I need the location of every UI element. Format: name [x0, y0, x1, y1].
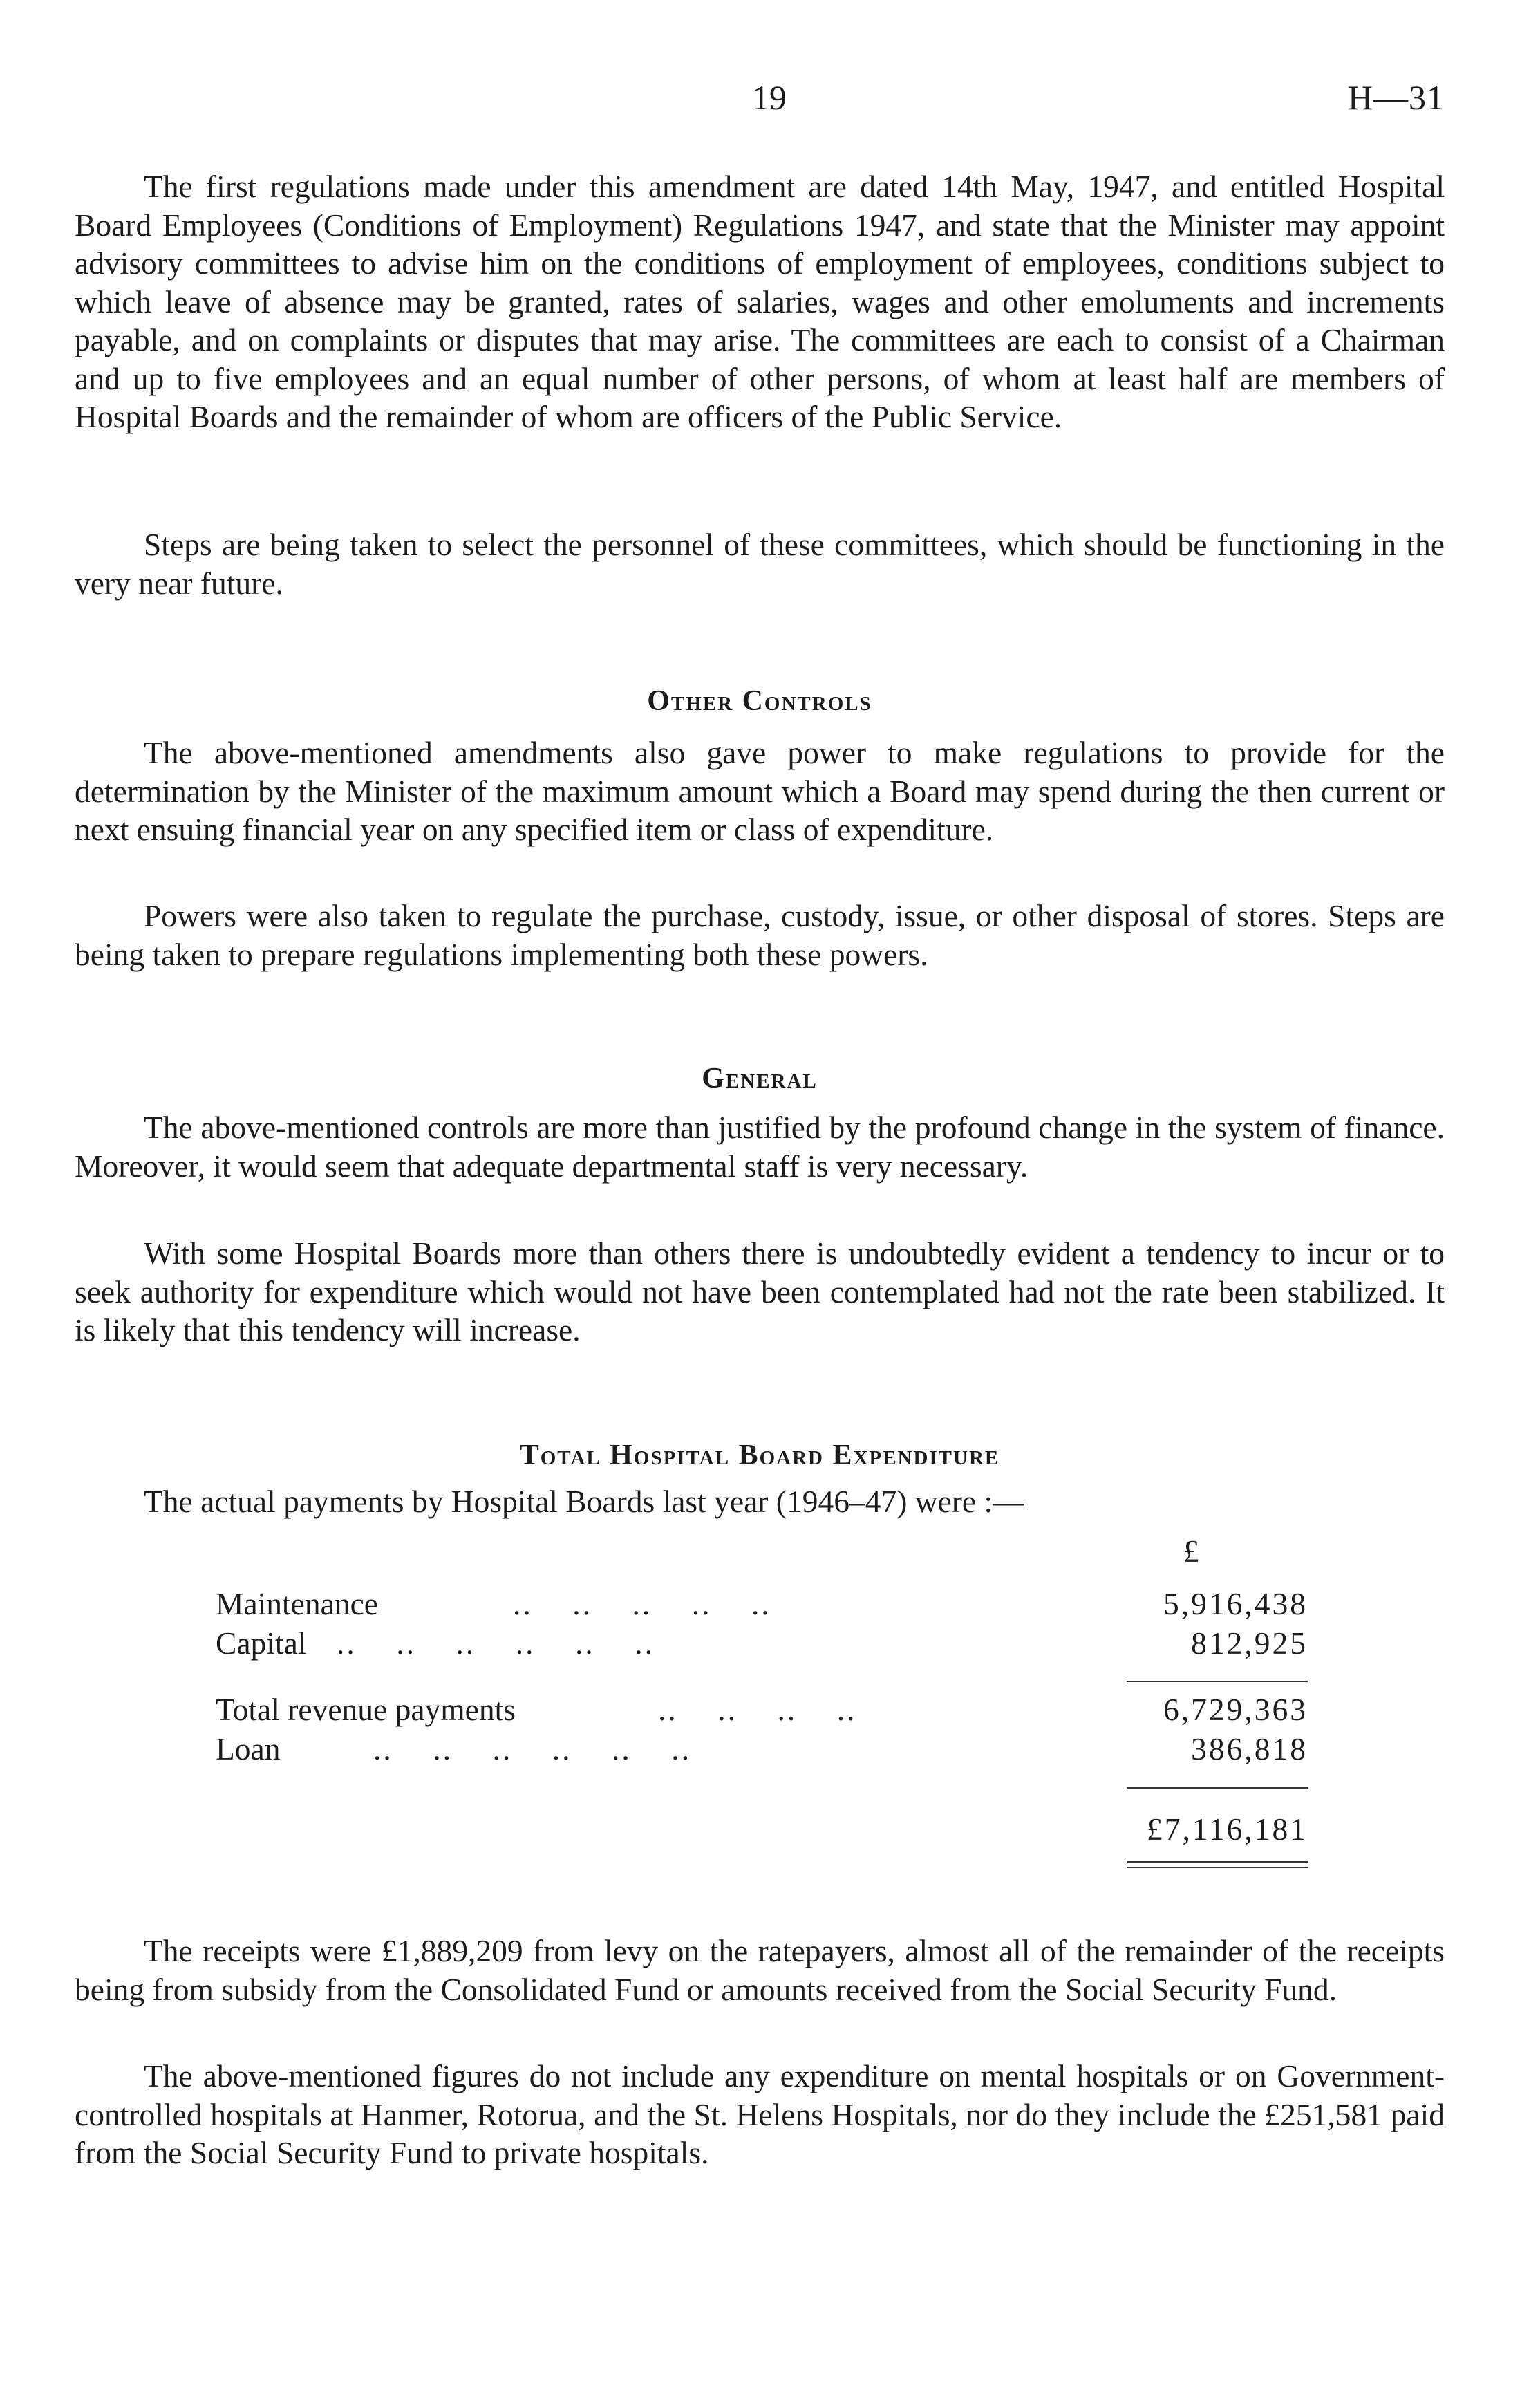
heading-other-controls: Other Controls: [647, 685, 872, 717]
row-label: Capital: [216, 1625, 307, 1661]
heading-general: General: [702, 1063, 818, 1094]
expenditure-intro: The actual payments by Hospital Boards last year (1946–47) were :—: [144, 1484, 1024, 1519]
paragraph-other-controls-2: Powers were also taken to regulate the purchase, custody, issue, or other disposal of stores. Steps are being taken to prepare regulations implementing both these powers.: [75, 898, 1445, 972]
paragraph-general-1: The above-mentioned controls are more than justified by the profound change in the system of finance. Moreover, it would seem that adequate departmental staff is very necessary.: [75, 1110, 1445, 1184]
table-row-maintenance: [216, 1585, 1308, 1623]
paragraph-receipts: The receipts were £1,889,209 from levy on the ratepayers, almost all of the remainder of the receipts being from subsidy from the Consolidated Fund or amounts received from the Social Security Fund.: [75, 1933, 1445, 2007]
row-amount: 812,925: [1191, 1625, 1308, 1661]
expenditure-table: [216, 1585, 1308, 1875]
total-rule: [1127, 1787, 1308, 1789]
table-row-capital: [216, 1624, 1308, 1663]
dot-leader: .. .. .. .. .. ..: [373, 1731, 691, 1766]
dot-leader: .. .. .. .. ..: [513, 1586, 771, 1621]
page-header: [75, 77, 1445, 126]
paragraph-exclusions: The above-mentioned figures do not include any expenditure on mental hospitals or on Government-controlled hospitals at Hanmer, Rotorua, and the St. Helens Hospitals, nor do they include the £251,581 paid from the Social Security Fund to private hospitals.: [75, 2058, 1445, 2170]
document-code: H—31: [1347, 78, 1445, 117]
row-amount: 5,916,438: [1163, 1586, 1308, 1621]
heading-total-expenditure: Total Hospital Board Expenditure: [519, 1439, 1000, 1471]
document-page: [75, 0, 1445, 2388]
currency-column-header: £: [1183, 1534, 1199, 1569]
dot-leader: .. .. .. .. .. ..: [337, 1625, 655, 1661]
row-amount: 6,729,363: [1163, 1692, 1308, 1727]
table-row-loan: [216, 1730, 1308, 1769]
paragraph-general-2: With some Hospital Boards more than others there is undoubtedly evident a tendency to incur or to seek authority for expenditure which would not have been contemplated had not the rate been stabilized. It is likely that this tendency will increase.: [75, 1235, 1445, 1347]
row-label: Maintenance: [216, 1586, 378, 1621]
table-row-total-revenue: [216, 1690, 1308, 1729]
row-label: Total revenue payments: [216, 1692, 516, 1727]
paragraph-regulations: The first regulations made under this amendment are dated 14th May, 1947, and entitled Hospital Board Employees (Conditions of Employment) Regulations 1947, and state that the Minister may appoint advisory committees to advise him on the conditions of employment of employees, conditions subject to which leave of absence may be granted, rates of salaries, wages and other emoluments and increments payable, and on complaints or disputes that may arise. The committees are each to consist of a Chairman and up to five employees and an equal number of other persons, of whom at least half are members of Hospital Boards and the remainder of whom are officers of the Public Service.: [75, 169, 1445, 434]
dot-leader: .. .. .. ..: [658, 1692, 857, 1727]
paragraph-committees-steps: Steps are being taken to select the personnel of these committees, which should be functioning in the very near future.: [75, 527, 1445, 601]
grand-total: £7,116,181: [1146, 1811, 1308, 1847]
paragraph-other-controls-1: The above-mentioned amendments also gave power to make regulations to provide for the determination by the Minister of the maximum amount which a Board may spend during the then current or next ensuing financial year on any specified item or class of expenditure.: [75, 735, 1445, 847]
page-number: 19: [752, 78, 787, 117]
row-amount: 386,818: [1191, 1731, 1308, 1766]
grand-total-double-rule: [1127, 1861, 1308, 1868]
row-label: Loan: [216, 1731, 281, 1766]
subtotal-rule: [1127, 1681, 1308, 1682]
